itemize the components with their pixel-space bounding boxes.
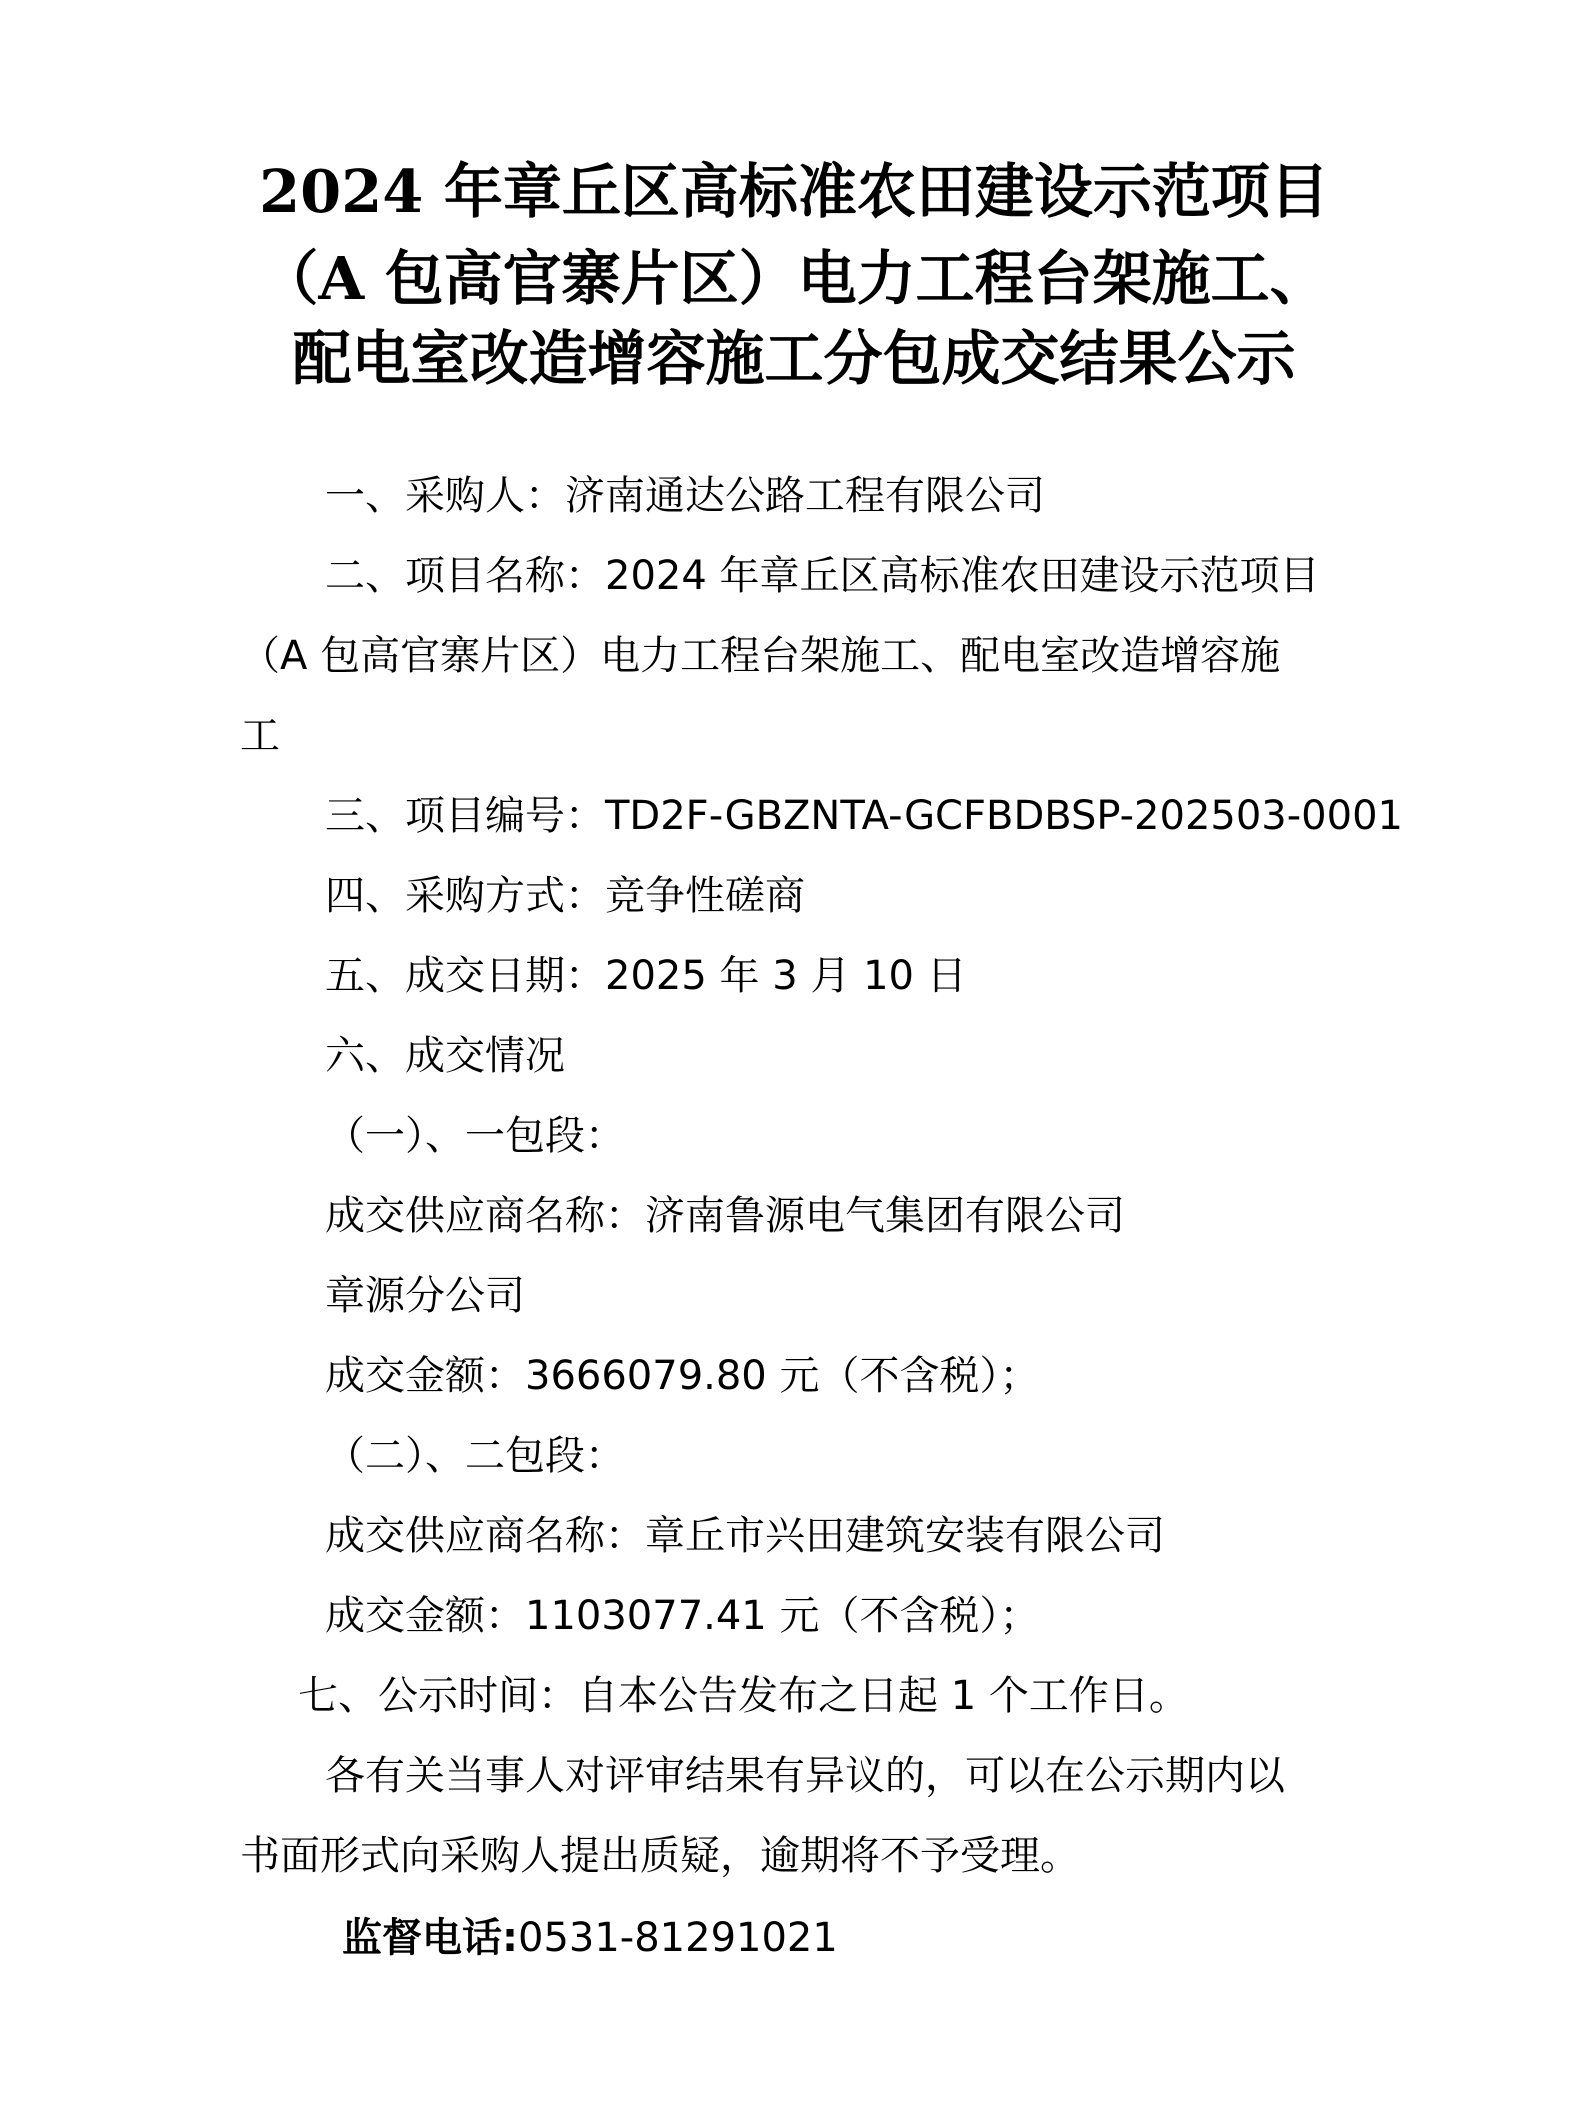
deal-date-row [325,950,967,1002]
supervision-phone-label: 监督电话: [342,1915,518,1961]
deal-date-label: 五、成交日期： [325,953,605,999]
lot-2-amount-row [325,1590,1039,1642]
procurement-method-value: 竞争性磋商 [605,873,805,919]
project-name-label: 二、项目名称： [325,553,605,599]
lot-1-supplier-label: 成交供应商名称： [325,1193,645,1239]
lot-2-supplier-label: 成交供应商名称： [325,1513,645,1559]
lot-1-amount-label: 成交金额： [325,1353,525,1399]
document-title-line-1: 2024 年章丘区高标准农田建设示范项目 [259,157,1329,226]
lot-1-amount-value: 3666079.80 元（不含税）； [525,1353,1040,1399]
project-name-value-line-2: （A 包高官寨片区）电力工程台架施工、配电室改造增容施 [240,633,1281,679]
lot-1-heading: （一）、一包段： [325,1113,625,1159]
purchaser-label: 一、采购人： [325,473,565,519]
project-name-row [325,550,1320,602]
lot-1-supplier-value-line-2: 章源分公司 [325,1273,525,1319]
procurement-method-label: 四、采购方式： [325,873,605,919]
deal-date-value: 2025 年 3 月 10 日 [605,953,967,999]
objection-notice-line-2: 书面形式向采购人提出质疑，逾期将不予受理。 [240,1833,1080,1879]
procurement-method-row [325,870,805,922]
purchaser-row [325,470,1045,522]
project-name-value-line-1: 2024 年章丘区高标准农田建设示范项目 [605,553,1320,599]
project-number-value: TD2F-GBZNTA-GCFBDBSP-202503-0001 [605,793,1403,839]
lot-2-heading: （二）、二包段： [325,1433,625,1479]
lot-2-amount-value: 1103077.41 元（不含税）； [525,1593,1040,1639]
lot-2-supplier-row [325,1510,1165,1562]
document-title-line-2: （A 包高官寨片区）电力工程台架施工、 [259,244,1329,313]
purchaser-value: 济南通达公路工程有限公司 [565,473,1045,519]
publicity-period-row [298,1670,1189,1722]
project-number-label: 三、项目编号： [325,793,605,839]
lot-2-supplier-value: 章丘市兴田建筑安装有限公司 [645,1513,1165,1559]
supervision-phone-value: 0531-81291021 [518,1915,838,1961]
objection-notice-line-1: 各有关当事人对评审结果有异议的，可以在公示期内以 [325,1753,1285,1799]
project-name-value-line-3: 工 [240,713,280,759]
deal-result-heading: 六、成交情况 [325,1033,565,1079]
document-title-line-3: 配电室改造增容施工分包成交结果公示 [292,324,1296,393]
lot-2-amount-label: 成交金额： [325,1593,525,1639]
lot-1-amount-row [325,1350,1039,1402]
lot-1-supplier-value-line-1: 济南鲁源电气集团有限公司 [645,1193,1125,1239]
lot-1-supplier-row [325,1190,1125,1242]
publicity-period-label: 七、公示时间： [298,1673,578,1719]
project-number-row [325,790,1403,842]
supervision-phone-row [342,1912,838,1964]
publicity-period-value: 自本公告发布之日起 1 个工作日。 [578,1673,1189,1719]
